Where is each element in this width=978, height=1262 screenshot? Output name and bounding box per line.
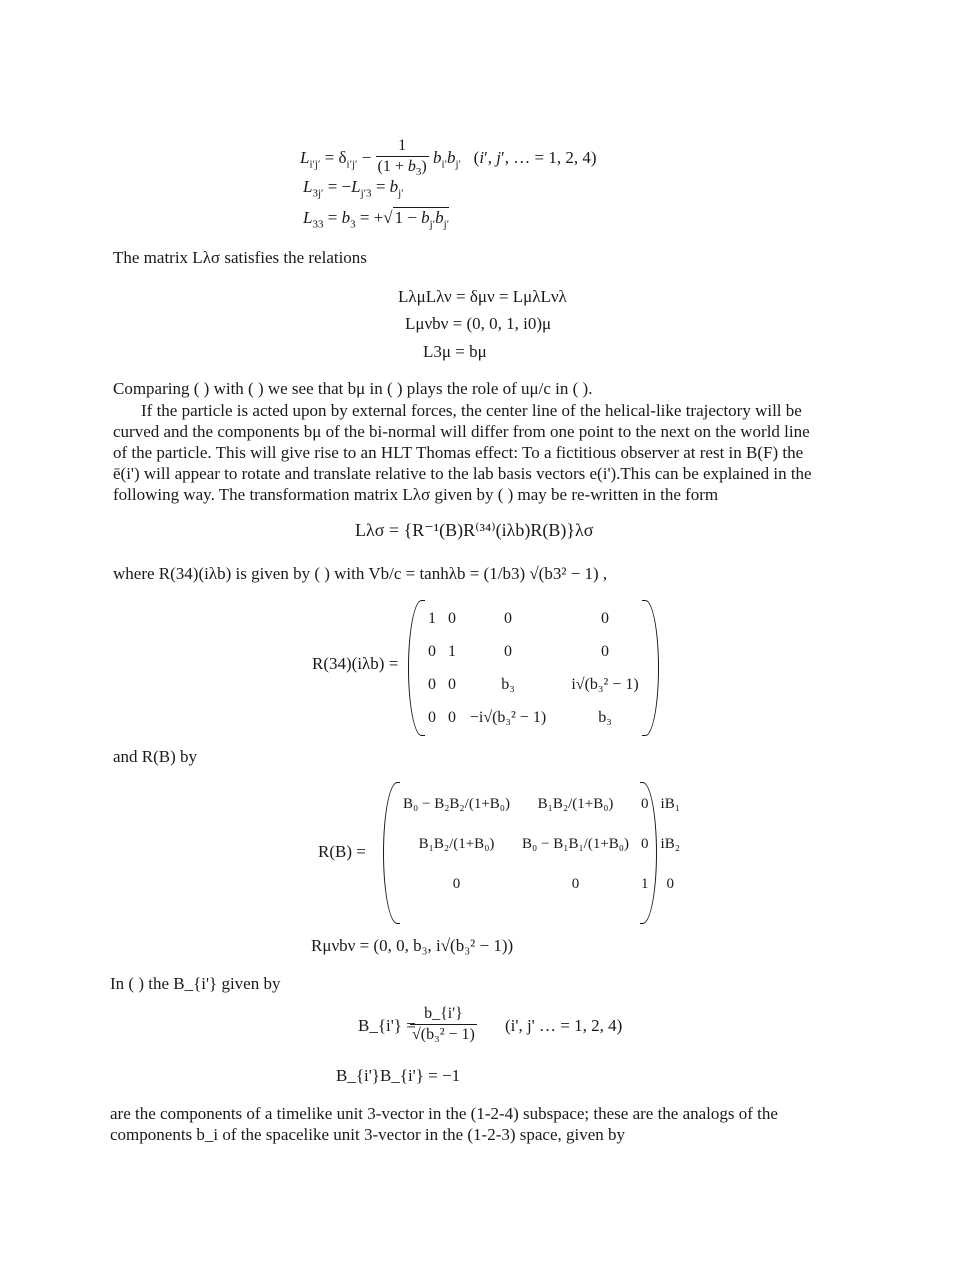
- equation-L-ij: $L_{i'j'} = \delta_{i'j'}$ − $\frac{1}{(1 + b_3)}$ $b_{i'}b_{j'}$ (i′, j′, … = 1, 2, 4): [300, 137, 597, 179]
- matrix-cell: 0: [601, 609, 609, 627]
- matrix-cell: 0: [666, 875, 674, 892]
- equation-R-b: Rμνbν = (0, 0, b₃, i√(b₃² − 1)): [311, 936, 514, 955]
- matrix-cell: 0: [641, 835, 649, 852]
- equation-orthogonality: LλμLλν = δμν = LμλLνλ: [398, 287, 567, 306]
- equation-L3mu: L3μ = bμ: [423, 342, 487, 361]
- paragraph-particle-line-5: following way. The transformation matrix Lλσ given by ( ) may be re-written in the form: [113, 485, 719, 504]
- matrix-RB-label: R(B) =: [318, 842, 366, 861]
- paragraph-where: where R(34)(iλb) is given by ( ) with Vb/c = tanhλb = (1/b3) √(b3² − 1) ,: [113, 564, 608, 583]
- matrix-cell: b₃: [501, 675, 515, 693]
- equation-B-fraction: [410, 1004, 477, 1045]
- equation-L-33: $L_{33} = b_3$ = +√ $1 - b_{j'}b_{j'}$: [303, 208, 450, 231]
- matrix-cell: 0: [428, 642, 436, 660]
- paragraph-comparing: Comparing ( ) with ( ) we see that bμ in ( ) plays the role of uμ/c in ( ).: [113, 379, 593, 398]
- paragraph-final-line-1: are the components of a timelike unit 3-vector in the (1-2-4) subspace; these are the analogs of the: [110, 1104, 778, 1123]
- paragraph-particle-line-3: of the particle. This will give rise to an HLT Thomas effect: To a fictitious observer at rest in B(F) the: [113, 443, 804, 462]
- paragraph-in: In ( ) the B_{i'} given by: [110, 974, 281, 993]
- matrix-cell: 0: [428, 708, 436, 726]
- matrix-cell: iB₁: [660, 795, 680, 812]
- matrix-cell: B₁B₂/(1+B₀): [537, 795, 614, 812]
- equation-B-condition: (i', j' … = 1, 2, 4): [505, 1016, 623, 1035]
- matrix-cell: 0: [452, 875, 461, 892]
- matrix-cell: 1: [641, 875, 649, 892]
- matrix-cell: 1: [448, 642, 456, 660]
- equation-L-decomposition: Lλσ = {R⁻¹(B)R⁽³⁴⁾(iλb)R(B)}λσ: [355, 520, 594, 540]
- matrix-cell: 1: [428, 609, 436, 627]
- matrix-cell: 0: [571, 875, 580, 892]
- matrix-cell: B₀ − B₂B₂/(1+B₀): [403, 795, 511, 812]
- fraction-numerator: b_{i'}: [410, 1004, 477, 1025]
- equation-B-lhs: B_{i'} =: [358, 1016, 416, 1035]
- matrix-cell: 0: [448, 675, 456, 693]
- matrix-cell: b₃: [598, 708, 612, 726]
- matrix-cell: −i√(b₃² − 1): [469, 708, 547, 726]
- matrix-cell: 0: [641, 795, 649, 812]
- paragraph-particle-line-4: ē(i') will appear to rotate and translate relative to the lab basis vectors e(i').This can be explained in the: [113, 464, 812, 483]
- matrix-cell: 0: [448, 708, 456, 726]
- matrix-cell: 0: [601, 642, 609, 660]
- matrix-R34-label: R(34)(iλb) =: [312, 654, 399, 673]
- paragraph-matrix-relations: The matrix Lλσ satisfies the relations: [113, 248, 367, 267]
- fraction-denominator: √(b₃² − 1): [412, 1026, 475, 1043]
- paragraph-final-line-2: components b_i of the spacelike unit 3-vector in the (1-2-3) space, given by: [110, 1125, 626, 1144]
- matrix-R34-right-paren: [642, 600, 659, 736]
- matrix-cell: 0: [448, 609, 456, 627]
- paragraph-and: and R(B) by: [113, 747, 198, 766]
- paragraph-particle-line-1: If the particle is acted upon by external forces, the center line of the helical-like trajectory will be: [141, 401, 802, 420]
- matrix-cell: B₀ − B₁B₁/(1+B₀): [522, 835, 630, 852]
- equation-L-b: Lμνbν = (0, 0, 1, i0)μ: [405, 314, 552, 333]
- matrix-cell: iB₂: [660, 835, 680, 852]
- matrix-cell: 0: [504, 609, 512, 627]
- matrix-cell: 0: [504, 642, 512, 660]
- matrix-cell: i√(b₃² − 1): [571, 675, 639, 693]
- paragraph-particle-line-2: curved and the components bμ of the bi-normal will differ from one point to the next on the world line: [113, 422, 810, 441]
- matrix-R34: [422, 602, 656, 734]
- matrix-cell: 0: [428, 675, 436, 693]
- equation-B-norm: B_{i'}B_{i'} = −1: [336, 1066, 461, 1085]
- matrix-cell: B₁B₂/(1+B₀): [418, 835, 495, 852]
- equation-L-3j: $L_{3j'} = -L_{j'3} = b_{j'}$: [303, 177, 404, 200]
